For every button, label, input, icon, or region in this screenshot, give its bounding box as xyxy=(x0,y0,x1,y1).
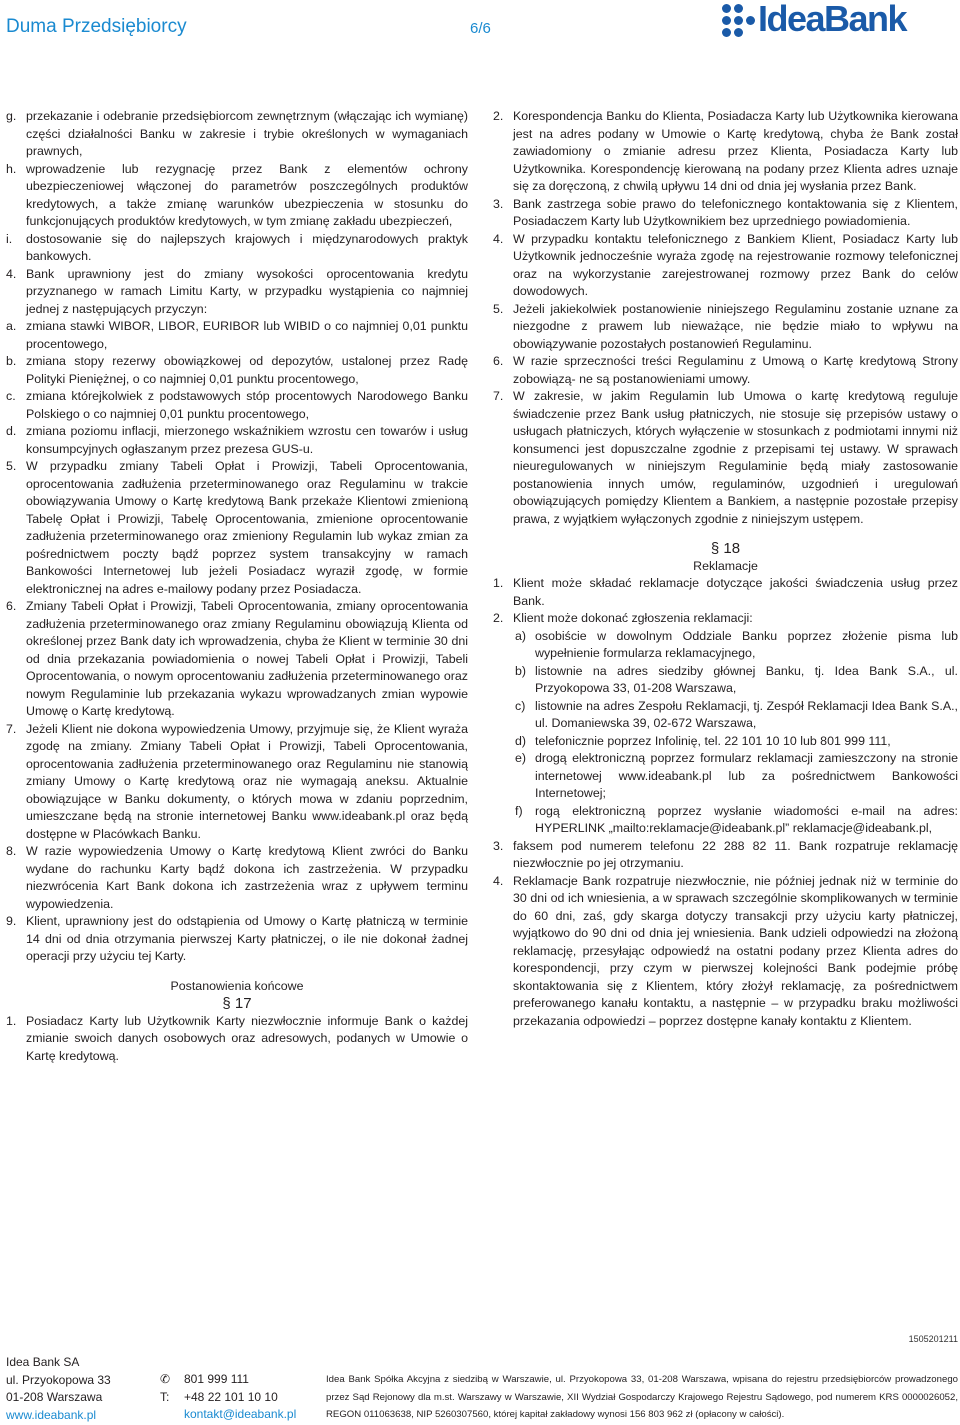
list-item: d) telefonicznie poprzez Infolinię, tel. 22 101 10 10 lub 801 999 111, xyxy=(515,733,891,748)
list-item: 4. Bank uprawniony jest do zmiany wysokości oprocentowania kredytu przyznanego w ramach Limitu Karty, w przypadku wystąpienia co najmniej jednej z następujących przyczyn: xyxy=(6,266,468,316)
page-header xyxy=(0,0,960,62)
company-name: Idea Bank SA xyxy=(6,1355,80,1369)
list-item: 6. Zmiany Tabeli Opłat i Prowizji, Tabeli Oprocentowania, zmiany oprocentowania zadłużenia przeterminowanego oraz zmiany Regulaminu obowiązują Klienta od określonej przez Bank daty ich wprowadzenia, chyba że Klient w terminie 30 dni od dnia przekazania powiadomienia o nowej Tabeli Opłat i Prowizji, Tabeli Oprocentowania, o nowym oprocentowaniu zadłużenia przeterminowanego oraz nowym Regulaminie lub przekazania wykazu wprowadzanych zmian wypowie Umowę o Kartę kredytową. xyxy=(6,599,468,718)
list-item: 2. Klient może dokonać zgłoszenia reklamacji: xyxy=(493,611,753,625)
list-item: 1. Posiadacz Karty lub Użytkownik Karty niezwłocznie informuje Bank o każdej zmianie swoich danych osobowych oraz adresowych, podanych w Umowie o Kartę kredytową. xyxy=(6,1013,468,1063)
list-item: 9. Klient, uprawniony jest do odstąpienia od Umowy o Kartę płatniczą w terminie 14 dni od dnia otrzymania pierwszej Karty płatniczej, o ile nie dokonał żadnej operacji przy użyciu tej Karty. xyxy=(6,914,468,963)
phone-icon: ✆ xyxy=(160,1372,171,1386)
tel-label: T: xyxy=(160,1389,170,1404)
list-item: 7. Jeżeli Klient nie dokona wypowiedzenia Umowy, przyjmuje się, że Klient wyraża zgodę na zmiany. Zmiany Tabeli Opłat i Prowizji, Tabeli Oprocentowania, oprocentowania zadłużenia przeterminowanego oraz Regulaminu nie stanowią zmiany Umowy o Kartę kredytową oraz nie wymagają aneksu. Aktualnie obowiązujące w Banku dokumenty, o których mowa w zdaniu poprzednim, umieszczane będą na stronie internetowej Banku www.ideabank.pl oraz będą dostępne w Placówkach Banku. xyxy=(6,721,468,841)
page-number: 6/6 xyxy=(470,20,491,37)
document-code: 1505201211 xyxy=(908,1334,958,1344)
left-column xyxy=(6,108,468,1065)
logo-text: IdeaBank xyxy=(758,0,907,39)
city: 01-208 Warszawa xyxy=(6,1390,103,1404)
footer-contact xyxy=(160,1371,296,1424)
list-item: h. wprowadzenie lub rezygnację przez Bank z elementów ochrony ubezpieczeniowej włączonej do parametrów poszczególnych produktów kredytowych, a także zmianę warunków ubezpieczenia w stosunku do funkcjonujących produktów kredytowych, w tym zmianę zakładu ubezpieczeń, xyxy=(6,161,468,228)
idea-bank-logo xyxy=(722,2,958,38)
right-column xyxy=(493,108,958,1030)
street: ul. Przyokopowa 33 xyxy=(6,1372,111,1387)
list-item: i. dostosowanie się do najlepszych krajowych i międzynarodowych praktyk bankowych. xyxy=(6,231,468,263)
idea-bank-dots-icon xyxy=(722,4,756,38)
list-item: c) listownie na adres Zespołu Reklamacji, tj. Zespół Reklamacji Idea Bank S.A., ul. Domaniewska 39, 02-672 Warszawa, xyxy=(515,698,958,730)
legal-notice: Idea Bank Spółka Akcyjna z siedzibą w Warszawie, ul. Przyokopowa 33, 01-208 Warszawa, wpisana do rejestru przedsiębiorców prowadzonego przez Sąd Rejonowy dla m.st. Warszawy w Warszawie, XII Wydział Gospodarczy Krajowego Rejestru Sądowego, pod numerem KRS 0000026052, REGON 011063638, NIP 5260307560, której kapitał zakładowy wynosi 156 803 962 zł (opłacony w całości). xyxy=(326,1374,958,1420)
phone: 801 999 111 xyxy=(184,1372,249,1386)
list-item: 4. W przypadku kontaktu telefonicznego z Bankiem Klient, Posiadacz Karty lub Użytkownik jednocześnie wyraża zgodę na rejestrowanie rozmowy telefonicznej oraz na wykorzystanie zarejestrowanej rozmowy przez Bank do celów dowodowych. xyxy=(493,231,958,298)
list-item: 5. Jeżeli jakiekolwiek postanowienie niniejszego Regulaminu zostanie uznane za niezgodne z prawem lub nieważące, nie będzie miało to wpływu na obowiązywanie pozostałych postanowień Regulaminu. xyxy=(493,301,958,351)
page-footer xyxy=(0,1330,960,1425)
list-item: f) rogą elektroniczną poprzez wysłanie wiadomości e-mail na adres: HYPERLINK „mailto:reklamacje@ideabank.pl” reklamacje@ideabank.pl, xyxy=(515,803,958,835)
list-item: 4. Reklamacje Bank rozpatruje niezwłocznie, nie później jednak niż w terminie do 30 dni od ich wniesienia, a w sprawach szczególnie skomplikowanych w terminie do 60 dni, zaś, gdy skarga dotyczy transakcji przy użyciu karty płatniczej, wyjątkowo do 90 dni od dnia jej wniesienia. Bank udzieli odpowiedzi na złożoną reklamację, przesyłając odpowiedź na ostatni podany przez Klienta adres do korespondencji, przy czym w pierwszej kolejności Bank podejmie próbę skontaktowania się z Klientem, który złożył reklamację, za pośrednictwem preferowanego kanału kontaktu, a następnie – w przypadku braku możliwości przekazania odpowiedzi – poprzez dostępne kanały kontaktu z Klientem. xyxy=(493,873,958,1028)
list-item: 8. W razie wypowiedzenia Umowy o Kartę kredytową Klient zwróci do Banku wydane do rachunku Karty bądź dokona ich zastrzeżenia. W przypadku niezwrócenia Kart Bank dokona ich zastrzeżenia wraz z upływem terminu wypowiedzenia. xyxy=(6,844,468,911)
list-item: 3. faksem pod numerem telefonu 22 288 82 11. Bank rozpatruje reklamację niezwłocznie po jej otrzymaniu. xyxy=(493,838,958,870)
list-item: 1. Klient może składać reklamacje dotyczące jakości świadczenia usług przez Bank. xyxy=(493,576,958,608)
list-item: 3. Bank zastrzega sobie prawo do telefonicznego kontaktowania się z Klientem, Posiadaczem Karty lub Użytkownikiem bez uprzedniego powiadomienia. xyxy=(493,196,958,228)
list-item: b. zmiana stopy rezerwy obowiązkowej od depozytów, ustalonej przez Radę Polityki Pieniężnej, o co najmniej 0,01 punktu procentowego, xyxy=(6,354,468,386)
list-item: c. zmiana którejkolwiek z podstawowych stóp procentowych Narodowego Banku Polskiego o co najmniej 0,01 punktu procentowego, xyxy=(6,389,468,421)
list-item: a. zmiana stawki WIBOR, LIBOR, EURIBOR lub WIBID o co najmniej 0,01 punktu procentowego, xyxy=(6,319,468,351)
list-item: 7. W zakresie, w jakim Regulamin lub Umowa o kartę kredytową reguluje świadczenie przez Bank usług płatniczych, nie stosuje się przepisów ustawy o usługach płatniczych, których wyłączenie w stosunkach z podmiotami innymi niż konsumenci jest dopuszczalne zgodnie z przepisami tej ustawy. W sprawach nieuregulowanych w niniejszym Regulaminie będą miały zastosowanie postanowienia innych umów, regulaminów, uzgodnień i uregulowań obowiązujących pomiędzy Klientem a Bankiem, a następnie pozostałe przepisy prawa, z wyjątkiem wyłączonych zgodnie z niniejszym ustępem. xyxy=(493,389,958,526)
email-link[interactable]: kontakt@ideabank.pl xyxy=(184,1407,297,1421)
section-number: § 17 xyxy=(222,995,252,1012)
document-title: Duma Przedsiębiorcy xyxy=(6,16,187,37)
list-item: 6. W razie sprzeczności treści Regulaminu z Umową o Kartę kredytową Strony zobowiązą- ne są postanowieniami umowy. xyxy=(493,354,958,386)
list-item: g. przekazanie i odebranie przedsiębiorcom zewnętrznym (włączając ich wymianę) części działalności Banku w zakresie i trybie określonych w wymaganiach prawnych, xyxy=(6,109,468,158)
section-title: Postanowienia końcowe xyxy=(170,978,304,993)
section-number: § 18 xyxy=(710,540,741,557)
list-item: 2. Korespondencja Banku do Klienta, Posiadacza Karty lub Użytkownika kierowana jest na adres podany w Umowie o Kartę kredytową, chyba że Bank został zawiadomiony o zmianie adresu przez Klienta, Posiadacza Karty lub Użytkownika. Korespondencję kierowaną na podany przez Klienta adres uznaje się za doręczoną, z chwilą upływu 14 dni od dnia jej wysłania przez Bank. xyxy=(493,109,958,193)
section-title: Reklamacje xyxy=(693,558,758,573)
footer-address xyxy=(6,1354,111,1424)
list-item: b) listownie na adres siedziby głównej Banku, tj. Idea Bank S.A., ul. Przyokopowa 33, 01-208 Warszawa, xyxy=(515,663,958,695)
website-link[interactable]: www.ideabank.pl xyxy=(6,1407,97,1422)
list-item: a) osobiście w dowolnym Oddziale Banku poprzez złożenie pisma lub wypełnienie formularza reklamacyjnego, xyxy=(515,628,958,660)
tel: +48 22 101 10 10 xyxy=(184,1389,278,1404)
list-item: e) drogą elektroniczną poprzez formularz reklamacji zamieszczony na stronie internetowej www.ideabank.pl lub za pośrednictwem Bankowości Internetowej; xyxy=(515,751,958,800)
list-item: 5. W przypadku zmiany Tabeli Opłat i Prowizji, Tabeli Oprocentowania, oprocentowania zadłużenia przeterminowanego oraz Regulaminu w trakcie obowiązywania Umowy o Kartę kredytową Bank przekaże Klientowi zmienioną Tabelę Opłat i Prowizji, Tabelę Oprocentowania, zmienione oprocentowanie zadłużenia przeterminowanego oraz zmieniony Regulamin lub wykaz zmian za pośrednictwem poczty bądź poprzez system transakcyjny w ramach Bankowości Internetowej lub jeżeli Posiadacz wyraził zgodę, w formie elektronicznej na adres e-mailowy podany przez Posiadacza. xyxy=(6,459,468,596)
list-item: d. zmiana poziomu inflacji, mierzonego wskaźnikiem wzrostu cen towarów i usług konsumpcyjnych ogłaszanym przez prezesa GUS-u. xyxy=(6,424,468,456)
